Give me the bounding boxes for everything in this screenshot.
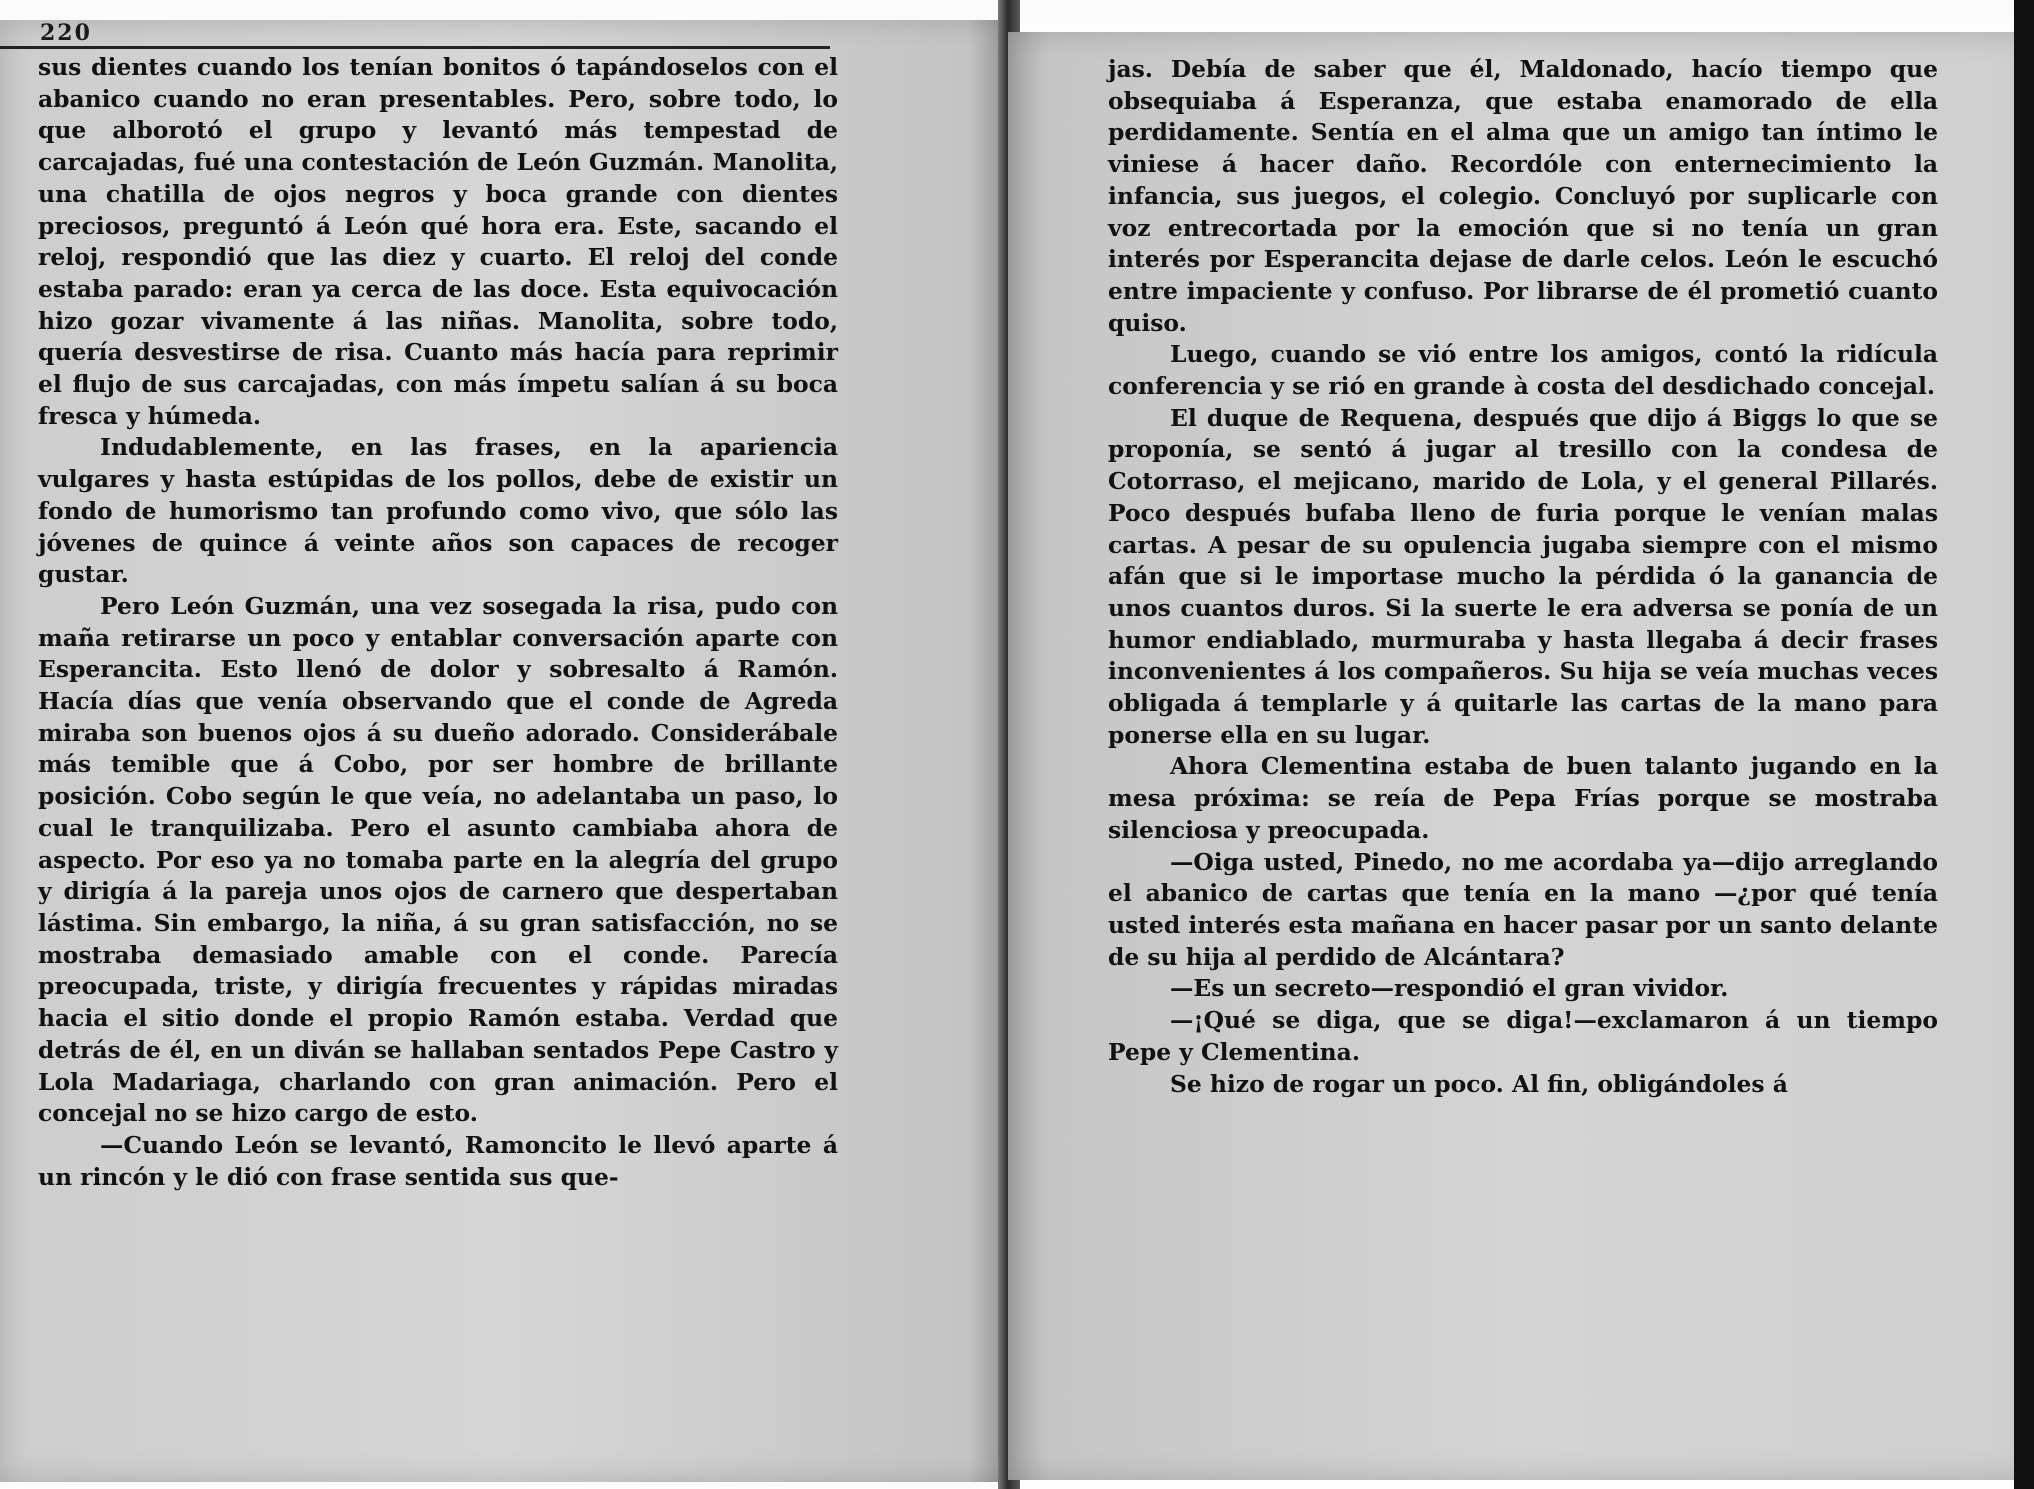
paragraph: —Es un secreto—respondió el gran vividor. (1170, 974, 1729, 1003)
header-rule (0, 46, 830, 49)
right-page-text (1108, 54, 1938, 1100)
left-page (0, 20, 1008, 1482)
paragraph: jas. Debía de saber que él, Maldonado, hacío tiempo que obsequiaba á Esperanza, que estaba enamorado de ella perdidamente. Sentía en el alma que un amigo tan íntimo le viniese á hacer daño. Recordóle con enternecimiento la infancia, sus juegos, el colegio. Concluyó por suplicarle con voz entrecortada por la emoción que si no tenía un gran interés por Esperancita dejase de darle celos. León le escuchó entre impaciente y confuso. Por librarse de él prometió cuanto quiso. (1108, 55, 1938, 337)
right-page (1008, 32, 2034, 1480)
page-number: 220 (40, 20, 92, 46)
paragraph: Pero León Guzmán, una vez sosegada la risa, pudo con maña retirarse un poco y entablar conversación aparte con Esperancita. Esto llenó de dolor y sobresalto á Ramón. Hacía días que venía observando que el conde de Agreda miraba son buenos ojos á su dueño adorado. Considerábale más temible que á Cobo, por ser hombre de brillante posición. Cobo según le que veía, no adelantaba un paso, lo cual le tranquilizaba. Pero el asunto cambiaba ahora de aspecto. Por eso ya no tomaba parte en la alegría del grupo y dirigía á la pareja unos ojos de carnero que despertaban lástima. Sin embargo, la niña, á su gran satisfacción, no se mostraba demasiado amable con el conde. Parecía preocupada, triste, y dirigía frecuentes y rápidas miradas hacia el sitio donde el propio Ramón estaba. Verdad que detrás de él, en un diván se hallaban sentados Pepe Castro y Lola Madariaga, charlando con gran animación. Pero el concejal no se hizo cargo de esto. (38, 591, 838, 1128)
left-page-text (38, 52, 838, 1193)
paragraph: —Cuando León se levantó, Ramoncito le llevó aparte á un rincón y le dió con frase sentida sus que- (38, 1130, 838, 1191)
paragraph: —¡Qué se diga, que se diga!—exclamaron á un tiempo Pepe y Clementina. (1108, 1006, 1938, 1066)
page-header (40, 20, 92, 46)
paragraph: Indudablemente, en las frases, en la apariencia vulgares y hasta estúpidas de los pollos, debe de existir un fondo de humorismo tan profundo como vivo, que sólo las jóvenes de quince á veinte años son capaces de recoger gustar. (38, 433, 838, 589)
paragraph: Ahora Clementina estaba de buen talanto jugando en la mesa próxima: se reía de Pepa Frías porque se mostraba silenciosa y preocupada. (1108, 752, 1938, 844)
scan-right-edge (2014, 0, 2034, 1489)
paragraph: sus dientes cuando los tenían bonitos ó tapándoselos con el abanico cuando no eran presentables. Pero, sobre todo, lo que alborotó el grupo y levantó más tempestad de carcajadas, fué una contestación de León Guzmán. Manolita, una chatilla de ojos negros y boca grande con dientes preciosos, preguntó á León qué hora era. Este, sacando el reloj, respondió que las diez y cuarto. El reloj del conde estaba parado: eran ya cerca de las doce. Esta equivocación hizo gozar vivamente á las niñas. Manolita, sobre todo, quería desvestirse de risa. Cuanto más hacía para reprimir el flujo de sus carcajadas, con más ímpetu salían á su boca fresca y húmeda. (38, 53, 838, 430)
paragraph: Se hizo de rogar un poco. Al fin, obligándoles á (1170, 1069, 1788, 1098)
paragraph: —Oiga usted, Pinedo, no me acordaba ya—dijo arreglando el abanico de cartas que tenía en la mano —¿por qué tenía usted interés esta mañana en hacer pasar por un santo delante de su hija al perdido de Alcántara? (1108, 847, 1938, 971)
paragraph: Luego, cuando se vió entre los amigos, contó la ridícula conferencia y se rió en grande à costa del desdichado concejal. (1108, 340, 1938, 401)
paragraph: El duque de Requena, después que dijo á Biggs lo que se proponía, se sentó á jugar al tresillo con la condesa de Cotorraso, el mejicano, marido de Lola, y el general Pillarés. Poco después bufaba lleno de furia porque le venían malas cartas. A pesar de su opulencia jugaba siempre con el mismo afán que si le importase mucho la pérdida ó la ganancia de unos cuantos duros. Si la suerte le era adversa se ponía de un humor endiablado, murmuraba y hasta llegaba á decir frases inconvenientes á los compañeros. Su hija se veía muchas veces obligada á templarle y á quitarle las cartas de la mano para ponerse ella en su lugar. (1108, 403, 1938, 749)
